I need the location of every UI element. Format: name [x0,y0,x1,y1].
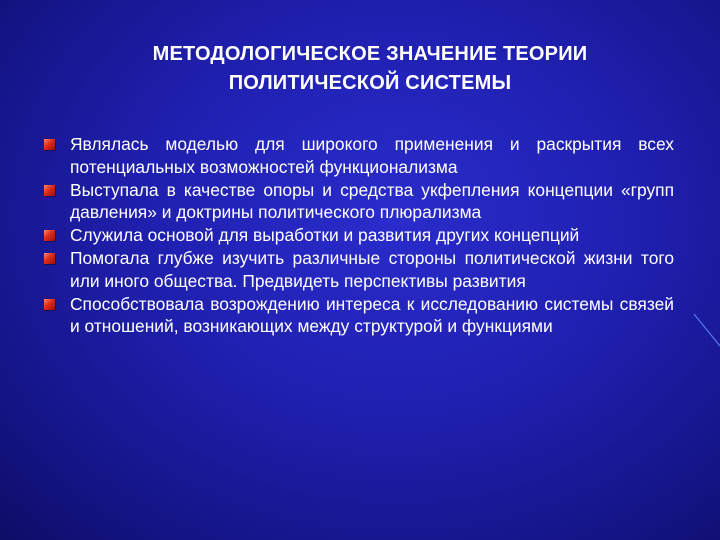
red-square-bullet-icon [44,139,55,150]
slide-title [60,40,680,98]
bullet-item [44,293,674,339]
decorative-line-icon [690,310,720,350]
bullet-text: Являлась моделью для широкого применения и раскрытия всех потенциальных возможностей функционализма [70,134,674,177]
bullet-item [44,179,674,225]
bullet-text: Выступала в качестве опоры и средства укфепления концепции «групп давления» и доктрины политического плюрализма [70,179,674,223]
red-square-bullet-icon [44,299,55,310]
bullet-text: Помогала глубже изучить различные стороны политической жизни того или иного общества. Предвидеть перспективы развития [70,247,674,291]
red-square-bullet-icon [44,230,55,241]
slide-title-line-2: ПОЛИТИЧЕСКОЙ СИСТЕМЫ [228,72,512,94]
red-square-bullet-icon [44,253,55,264]
slide-title-line-1: МЕТОДОЛОГИЧЕСКОЕ ЗНАЧЕНИЕ ТЕОРИИ [152,43,588,65]
bullet-text: Способствовала возрождению интереса к исследованию системы связей и отношений, возникающих между структурой и функциями [70,293,674,337]
bullet-list [44,133,674,338]
bullet-item [44,224,674,247]
bullet-item [44,133,674,179]
bullet-item [44,247,674,293]
red-square-bullet-icon [44,185,55,196]
bullet-text: Служила основой для выработки и развития других концепций [70,225,580,246]
